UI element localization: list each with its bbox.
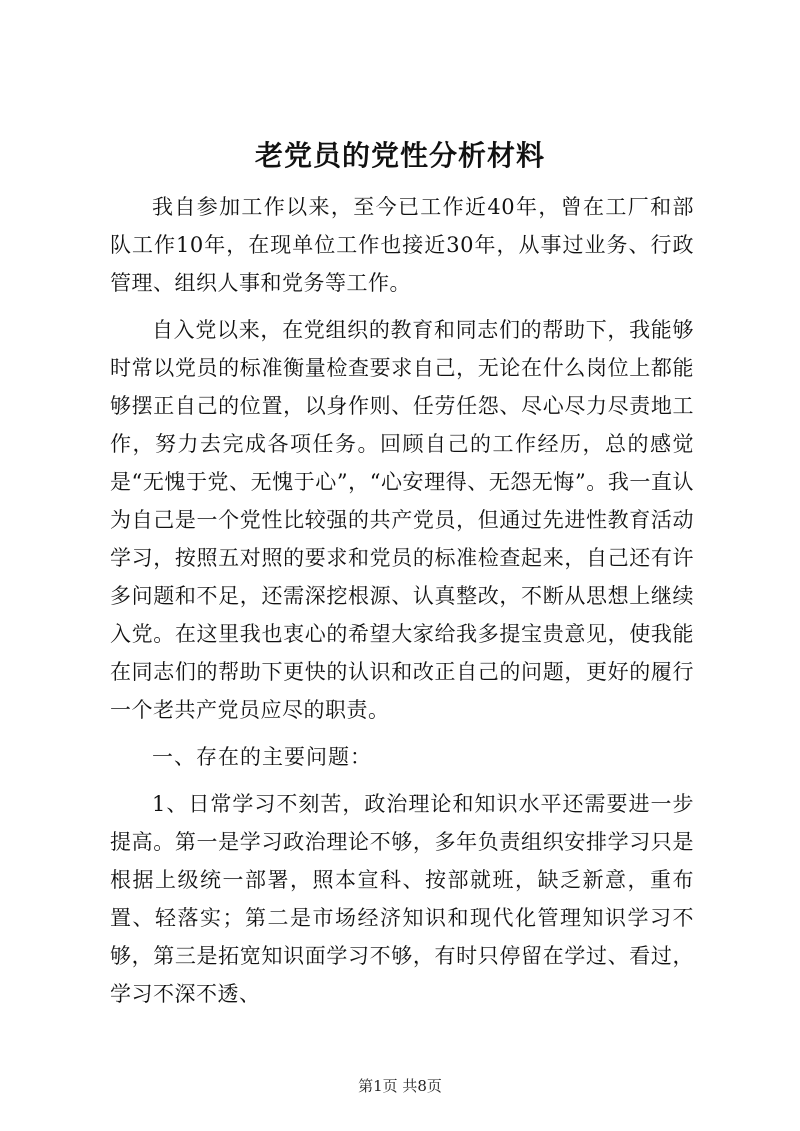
section-heading-main-problems: 一、存在的主要问题： xyxy=(152,745,372,769)
document-title: 老党员的党性分析材料 xyxy=(254,139,545,172)
paragraph-problem-1: 1、日常学习不刻苦，政治理论和知识水平还需要进一步提高。第一是学习政治理论不够，多年负责组织安排学习只是根据上级统一部署，照本宣科、按部就班，缺乏新意，重布置、轻落实；第二是市场经济知识和现代化管理知识学习不够，第三是拓宽知识面学习不够，有时只停留在学过、看过，学习不深不透、 xyxy=(110,792,694,1006)
document-body xyxy=(110,188,694,1013)
paragraph-introduction: 我自参加工作以来，至今已工作近40年，曾在工厂和部队工作10年，在现单位工作也接近30年，从事过业务、行政管理、组织人事和党务等工作。 xyxy=(110,195,694,295)
page-footer: 第1页 共8页 xyxy=(358,1077,442,1095)
paragraph-party-self-assessment: 自入党以来，在党组织的教育和同志们的帮助下，我能够时常以党员的标准衡量检查要求自己，无论在什么岗位上都能够摆正自己的位置，以身作则、任劳任怨、尽心尽力尽责地工作，努力去完成各项任务。回顾自己的工作经历，总的感觉是“无愧于党、无愧于心”，“心安理得、无怨无悔”。我一直认为自己是一个党性比较强的共产党员，但通过先进性教育活动学习，按照五对照的要求和党员的标准检查起来，自己还有许多问题和不足，还需深挖根源、认真整改，不断从思想上继续入党。在这里我也衷心的希望大家给我多提宝贵意见，使我能在同志们的帮助下更快的认识和改正自己的问题，更好的履行一个老共产党员应尽的职责。 xyxy=(110,318,694,722)
